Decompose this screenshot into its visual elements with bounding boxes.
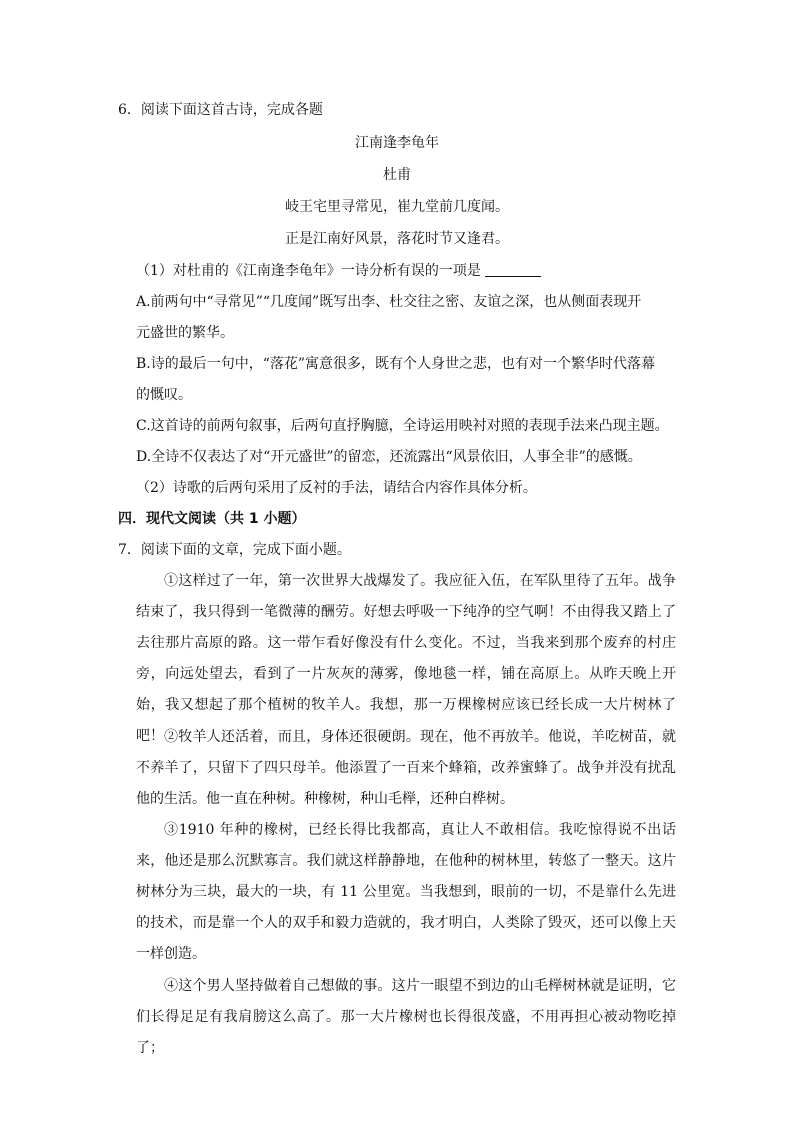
option-a-line-1: A.前两句中“寻常见”“几度闻”既写出李、杜交往之密、友谊之深，也从侧面表现开 <box>136 294 642 310</box>
poem-line-1: 岐王宅里寻常见，崔九堂前几度闻。 <box>285 199 509 215</box>
question-6-title: 6．阅读下面这首古诗，完成各题 <box>118 102 323 118</box>
option-b-line-2: 的慨叹。 <box>136 387 192 403</box>
answer-blank[interactable] <box>485 262 541 277</box>
sub1-text: （1）对杜甫的《江南逢李龟年》一诗分析有误的一项是 <box>136 263 481 279</box>
option-b-line-1: B.诗的最后一句中，“落花”寓意很多，既有个人身世之悲，也有对一个繁华时代落幕 <box>136 356 656 372</box>
article-paragraph-3: ③1910 年种的橡树，已经长得比我都高，真让人不敢相信。我吃惊得说不出话来，他还是那么沉默寡言。我们就这样静静地，在他种的树林里，转悠了一整天。这片树林分为三块，最大的一块，有 11 公里宽。当我想到，眼前的一切，不是靠什么先进的技术，而是靠一个人的双手和毅力造就的，我才明白，人类除了毁灭，还可以像上天一样创造。 <box>136 822 676 962</box>
poem-line-2: 正是江南好风景，落花时节又逢君。 <box>285 231 509 247</box>
poem-title: 江南逢李龟年 <box>355 135 439 151</box>
option-a-line-2: 元盛世的繁华。 <box>136 325 234 341</box>
section-4-heading: 四．现代文阅读（共 1 小题） <box>118 511 306 527</box>
option-c: C.这首诗的前两句叙事，后两句直抒胸臆，全诗运用映衬对照的表现手法来凸现主题。 <box>136 418 669 434</box>
question-7-title: 7．阅读下面的文章，完成下面小题。 <box>118 542 351 558</box>
article-paragraph-2: ②牧羊人还活着，而且，身体还很硬朗。现在，他不再放羊。他说，羊吃树苗，就不养羊了，只留下了四只母羊。他添置了一百来个蜂箱，改养蜜蜂了。战争并没有扰乱他的生活。他一直在种树。种橡树，种山毛榉，还种白桦树。 <box>136 729 676 807</box>
question-6-sub2: （2）诗歌的后两句采用了反衬的手法，请结合内容作具体分析。 <box>136 480 537 496</box>
question-6-sub1 <box>136 261 541 281</box>
article-paragraph-1: ①这样过了一年，第一次世界大战爆发了。我应征入伍，在军队里待了五年。战争结束了，我只得到一笔微薄的酬劳。好想去呼吸一下纯净的空气啊！不由得我又踏上了去往那片高原的路。这一带乍看好像没有什么变化。不过，当我来到那个废弃的村庄旁，向远处望去，看到了一片灰灰的薄雾，像地毯一样，铺在高原上。从昨天晚上开始，我又想起了那个植树的牧羊人。我想，那一万棵橡树应该已经长成一大片树林了吧！ <box>136 573 676 744</box>
article-paragraph-4: ④这个男人坚持做着自己想做的事。这片一眼望不到边的山毛榉树林就是证明，它们长得足足有我肩膀这么高了。那一大片橡树也长得很茂盛，不用再担心被动物吃掉了； <box>136 978 676 1056</box>
poem-author: 杜甫 <box>383 167 411 183</box>
option-d: D.全诗不仅表达了对“开元盛世”的留恋，还流露出“风景依旧，人事全非”的感慨。 <box>136 449 642 465</box>
